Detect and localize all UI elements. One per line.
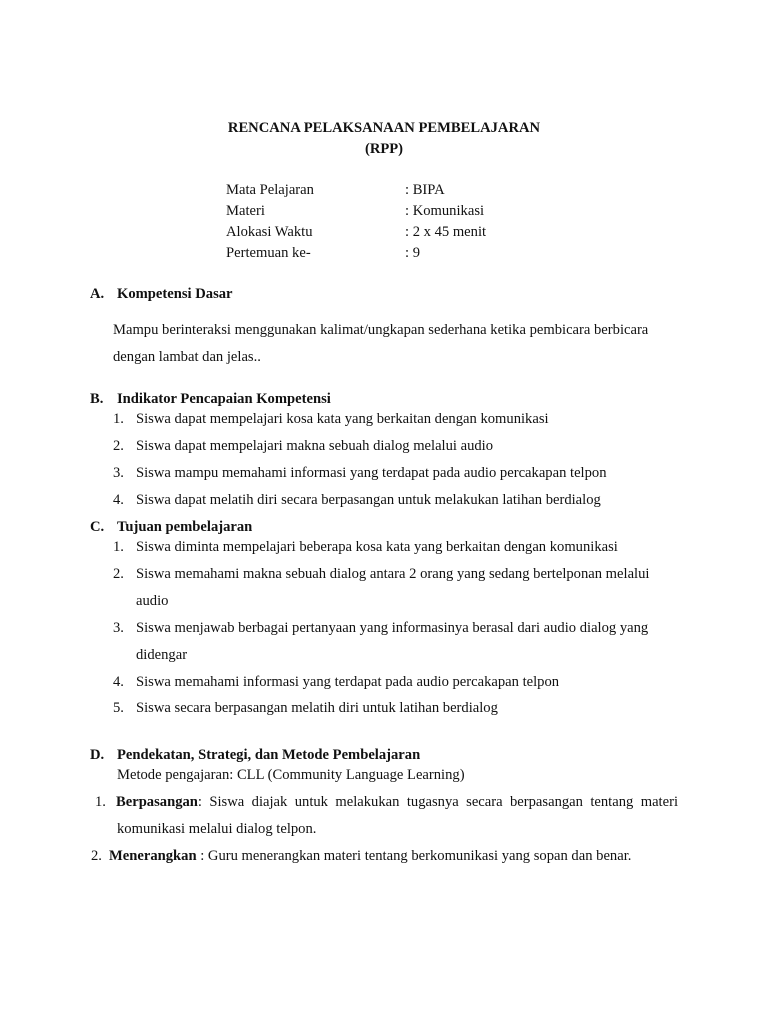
- document-title: RENCANA PELAKSANAAN PEMBELAJARAN: [227, 120, 541, 136]
- info-label: Mata Pelajaran: [226, 182, 314, 198]
- list-number: 4.: [113, 492, 124, 508]
- info-value: : BIPA: [405, 182, 445, 198]
- list-number: 1.: [113, 539, 124, 555]
- list-number: 1.: [95, 794, 106, 810]
- list-item-term: Berpasangan: [116, 794, 198, 810]
- section-paragraph-line: dengan lambat dan jelas..: [113, 349, 261, 365]
- list-number: 3.: [113, 465, 124, 481]
- list-item-continuation: audio: [136, 593, 169, 609]
- section-letter: A.: [90, 286, 105, 302]
- list-number: 2.: [91, 848, 102, 864]
- section-paragraph-line: Mampu berinteraksi menggunakan kalimat/ungkapan sederhana ketika pembicara berbicara: [113, 322, 649, 338]
- list-item: Siswa diminta mempelajari beberapa kosa kata yang berkaitan dengan komunikasi: [136, 539, 618, 555]
- list-item: Siswa secara berpasangan melatih diri untuk latihan berdialog: [136, 700, 498, 716]
- list-item: [109, 847, 631, 865]
- info-value: : Komunikasi: [405, 203, 485, 219]
- list-number: 1.: [113, 411, 124, 427]
- list-number: 2.: [113, 438, 124, 454]
- list-item: Siswa dapat mempelajari kosa kata yang berkaitan dengan komunikasi: [136, 411, 549, 427]
- list-number: 5.: [113, 700, 124, 716]
- section-letter: C.: [90, 519, 105, 535]
- info-label: Materi: [226, 203, 265, 219]
- list-item-text: : Siswa diajak untuk melakukan tugasnya secara berpasangan tentang materi: [197, 794, 678, 810]
- list-item: Siswa menjawab berbagai pertanyaan yang informasinya berasal dari audio dialog yang: [136, 620, 649, 636]
- list-item: Siswa mampu memahami informasi yang terdapat pada audio percakapan telpon: [136, 465, 607, 481]
- section-letter: B.: [90, 391, 104, 407]
- list-item: [116, 793, 678, 811]
- info-label: Pertemuan ke-: [226, 245, 311, 261]
- section-heading: Pendekatan, Strategi, dan Metode Pembelajaran: [117, 747, 421, 763]
- list-item-continuation: komunikasi melalui dialog telpon.: [117, 821, 317, 837]
- section-heading: Tujuan pembelajaran: [117, 519, 253, 535]
- info-label: Alokasi Waktu: [226, 224, 313, 240]
- list-item: Siswa memahami makna sebuah dialog antara 2 orang yang sedang bertelponan melalui: [136, 566, 650, 582]
- section-heading: Kompetensi Dasar: [117, 286, 233, 302]
- section-letter: D.: [90, 747, 105, 763]
- document-subtitle: (RPP): [364, 141, 404, 157]
- list-number: 3.: [113, 620, 124, 636]
- section-heading: Indikator Pencapaian Kompetensi: [117, 391, 331, 407]
- list-item: Siswa dapat melatih diri secara berpasangan untuk melakukan latihan berdialog: [136, 492, 601, 508]
- list-item-continuation: didengar: [136, 647, 188, 663]
- list-item-text: : Guru menerangkan materi tentang berkomunikasi yang sopan dan benar.: [196, 848, 632, 864]
- list-item: Siswa memahami informasi yang terdapat pada audio percakapan telpon: [136, 674, 560, 690]
- list-number: 4.: [113, 674, 124, 690]
- list-item: Siswa dapat mempelajari makna sebuah dialog melalui audio: [136, 438, 494, 454]
- method-line: Metode pengajaran: CLL (Community Language Learning): [117, 767, 465, 783]
- list-item-term: Menerangkan: [109, 848, 197, 864]
- list-number: 2.: [113, 566, 124, 582]
- info-value: : 2 x 45 menit: [405, 224, 487, 240]
- info-value: : 9: [405, 245, 420, 261]
